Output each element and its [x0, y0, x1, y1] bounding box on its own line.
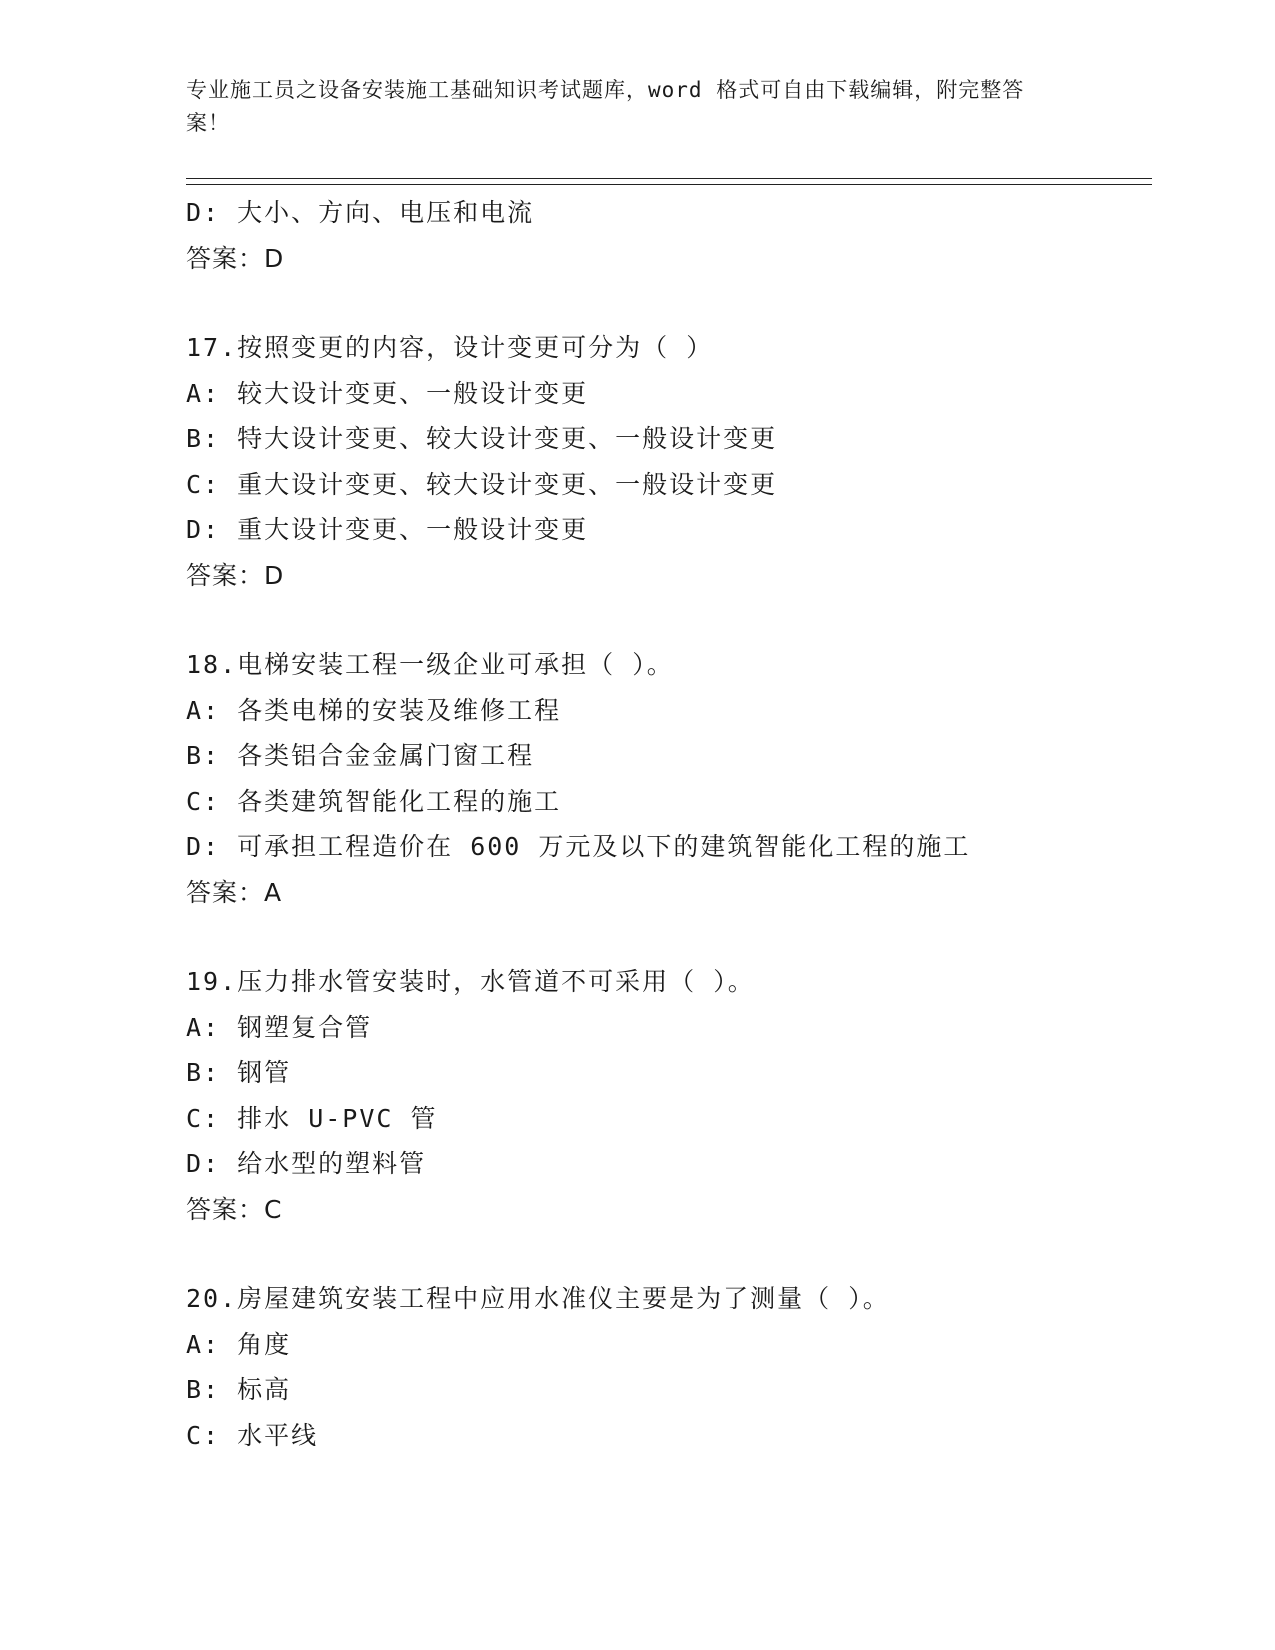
option-a: A: 钢塑复合管 [186, 1012, 373, 1042]
option-c: C: 排水 U-PVC 管 [186, 1103, 438, 1133]
option-a: A: 角度 [186, 1329, 292, 1359]
option-c: C: 各类建筑智能化工程的施工 [186, 786, 562, 816]
option-d: D: 给水型的塑料管 [186, 1149, 427, 1178]
option-c: C: 水平线 [186, 1420, 319, 1450]
option-d: D: 可承担工程造价在 600 万元及以下的建筑智能化工程的施工 [186, 832, 971, 861]
question-block-19 [186, 959, 1152, 1232]
header-divider-bottom [186, 184, 1152, 185]
question-text: 20.房屋建筑安装工程中应用水准仪主要是为了测量（ ）。 [186, 1284, 890, 1313]
option-a: A: 各类电梯的安装及维修工程 [186, 695, 562, 725]
answer-line: 答案：D [186, 560, 285, 590]
option-b: B: 标高 [186, 1375, 292, 1404]
option-d: D: 重大设计变更、一般设计变更 [186, 515, 589, 544]
question-list [186, 190, 1152, 1458]
answer-line: 答案：D [186, 243, 285, 273]
spacer [186, 281, 1152, 325]
question-block-20 [186, 1276, 1152, 1458]
question-block-18 [186, 642, 1152, 915]
spacer [186, 1232, 1152, 1276]
option-d: D: 大小、方向、电压和电流 [186, 198, 535, 227]
option-b: B: 钢管 [186, 1058, 292, 1087]
header-divider-top [186, 178, 1152, 179]
option-a: A: 较大设计变更、一般设计变更 [186, 378, 589, 408]
option-b: B: 各类铝合金金属门窗工程 [186, 741, 535, 770]
option-b: B: 特大设计变更、较大设计变更、一般设计变更 [186, 424, 778, 453]
question-block-17 [186, 325, 1152, 598]
document-header: 专业施工员之设备安装施工基础知识考试题库，word 格式可自由下载编辑，附完整答案！ [186, 78, 1025, 135]
answer-line: 答案：A [186, 877, 283, 907]
question-text: 17.按照变更的内容，设计变更可分为（ ） [186, 333, 714, 362]
question-text: 18.电梯安装工程一级企业可承担（ ）。 [186, 650, 674, 679]
answer-line: 答案：C [186, 1194, 283, 1224]
question-text: 19.压力排水管安装时，水管道不可采用（ ）。 [186, 967, 755, 996]
option-c: C: 重大设计变更、较大设计变更、一般设计变更 [186, 469, 778, 499]
spacer [186, 598, 1152, 642]
question-block-16-tail [186, 190, 1152, 281]
spacer [186, 915, 1152, 959]
